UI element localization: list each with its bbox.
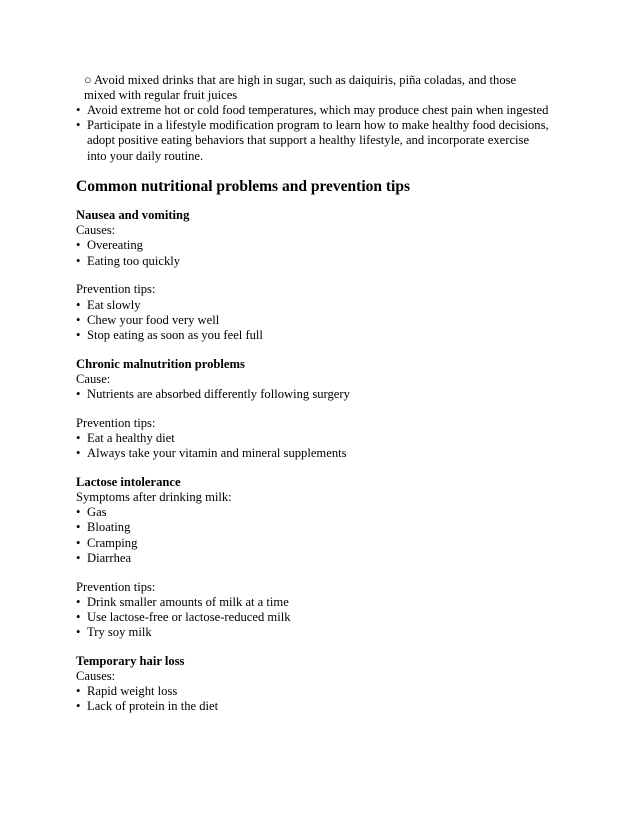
prevention-tips-list — [76, 431, 550, 461]
list-item: • Try soy milk — [76, 625, 550, 640]
spacer — [76, 461, 550, 475]
intro-bullet-list — [76, 103, 550, 164]
spacer — [76, 343, 550, 357]
bullet-icon: • — [76, 118, 81, 133]
list-item: • Gas — [76, 505, 550, 520]
list-item: • Rapid weight loss — [76, 684, 550, 699]
problem-heading: Chronic malnutrition problems — [76, 356, 245, 371]
list-item: • Nutrients are absorbed differently following surgery — [76, 387, 550, 402]
causes-list — [76, 387, 550, 402]
list-item: • Eat a healthy diet — [76, 431, 550, 446]
problem-block — [76, 654, 550, 715]
list-item: • Diarrhea — [76, 551, 550, 566]
spacer — [76, 566, 550, 580]
hollow-circle-bullet-icon: ○ — [84, 73, 92, 87]
causes-list — [76, 505, 550, 566]
causes-label: Causes: — [76, 223, 116, 238]
prevention-tips-label: Prevention tips: — [76, 579, 156, 594]
sub-bullet-text: Avoid mixed drinks that are high in sugar, such as daiquiris, piña coladas, and those mixed with regular fruit juices — [84, 73, 517, 103]
causes-label: Cause: — [76, 371, 111, 386]
causes-label: Causes: — [76, 669, 116, 684]
problem-blocks — [76, 208, 550, 715]
list-item: • Drink smaller amounts of milk at a time — [76, 595, 550, 610]
prevention-tips-label: Prevention tips: — [76, 282, 156, 297]
problem-heading: Temporary hair loss — [76, 653, 185, 668]
main-content — [76, 178, 550, 715]
list-item: • Overeating — [76, 238, 550, 253]
list-item: • Always take your vitamin and mineral supplements — [76, 446, 550, 461]
list-item: • Eating too quickly — [76, 254, 550, 269]
spacer — [76, 402, 550, 416]
list-item — [76, 103, 550, 118]
causes-label: Symptoms after drinking milk: — [76, 490, 232, 505]
section-title: Common nutritional problems and prevention tips — [76, 178, 411, 195]
problem-heading: Lactose intolerance — [76, 474, 181, 489]
causes-list — [76, 238, 550, 268]
prevention-tips-label: Prevention tips: — [76, 415, 156, 430]
problem-block — [76, 475, 550, 641]
list-item: • Cramping — [76, 536, 550, 551]
spacer — [76, 269, 550, 283]
prevention-tips-list — [76, 595, 550, 641]
prevention-tips-list — [76, 298, 550, 344]
problem-block — [76, 208, 550, 343]
causes-list — [76, 684, 550, 714]
list-item — [76, 118, 550, 164]
list-item: • Bloating — [76, 520, 550, 535]
list-item: • Use lactose-free or lactose-reduced milk — [76, 610, 550, 625]
problem-block — [76, 357, 550, 462]
bullet-icon: • — [76, 103, 81, 117]
problem-heading: Nausea and vomiting — [76, 208, 190, 222]
list-item-text: Avoid extreme hot or cold food temperatures, which may produce chest pain when ingested — [87, 103, 549, 117]
sub-bullet-item — [84, 73, 550, 103]
list-item: • Stop eating as soon as you feel full — [76, 328, 550, 343]
list-item: • Lack of protein in the diet — [76, 699, 550, 714]
list-item: • Eat slowly — [76, 298, 550, 313]
spacer — [76, 640, 550, 654]
list-item-text: Participate in a lifestyle modification program to learn how to make healthy food decisions, adopt positive eating behaviors that support a healthy lifestyle, and incorporate exercise into your daily routine. — [87, 118, 549, 163]
list-item: • Chew your food very well — [76, 313, 550, 328]
